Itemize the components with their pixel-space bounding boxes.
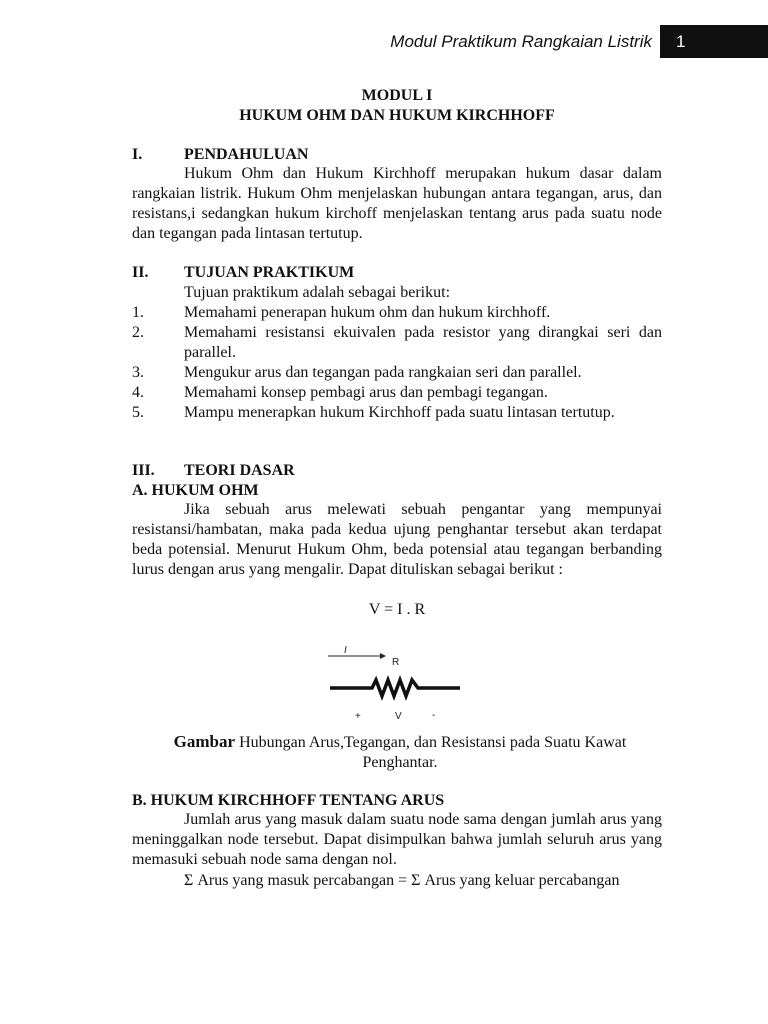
section-title-intro: PENDAHULUAN xyxy=(184,146,309,163)
goal-text: Mengukur arus dan tegangan pada rangkaian seri dan parallel. xyxy=(184,364,582,381)
resistor-label: R xyxy=(392,657,400,668)
plus-terminal-label: + xyxy=(355,711,361,722)
goal-number: 5. xyxy=(132,404,144,421)
ohm-formula: V = I . R xyxy=(368,601,426,618)
intro-paragraph-text: Hukum Ohm dan Hukum Kirchhoff merupakan hukum dasar dalam rangkaian listrik. Hukum Ohm menjelaskan hubungan antara tegangan, arus, dan resistans,i sedangkan hukum kirchoff menjelaskan tentang arus pada suatu node dan tegangan pada lintasan tertutup. xyxy=(132,165,662,242)
kcl-paragraph-text: Jumlah arus yang masuk dalam suatu node sama dengan jumlah arus yang meninggalkan node tersebut. Dapat disimpulkan bahwa jumlah seluruh arus yang memasuki sebuah node sama dengan nol. xyxy=(132,811,662,868)
caption-text: Hubungan Arus,Tegangan, dan Resistansi pada Suatu Kawat Penghantar. xyxy=(235,734,627,771)
module-label: MODUL I xyxy=(361,87,433,104)
goal-text: Memahami resistansi ekuivalen pada resistor yang dirangkai seri dan parallel. xyxy=(184,324,662,361)
goal-text: Memahami penerapan hukum ohm dan hukum kirchhoff. xyxy=(184,304,551,321)
ohm-paragraph-text: Jika sebuah arus melewati sebuah pengantar yang mempunyai resistansi/hambatan, maka pada kedua ujung penghantar tersebut akan terdapat beda potensial. Menurut Hukum Ohm, beda potensial atau tegangan berbanding lurus dengan arus yang mengalir. Dapat dituliskan sebagai berikut : xyxy=(132,501,662,578)
page-number: 1 xyxy=(676,32,686,51)
section-title-goals: TUJUAN PRAKTIKUM xyxy=(184,264,355,281)
goals-lead: Tujuan praktikum adalah sebagai berikut: xyxy=(184,284,451,301)
resistor-symbol xyxy=(330,680,460,696)
section-number-theory: III. xyxy=(132,462,155,479)
subsection-title-kcl: B. HUKUM KIRCHHOFF TENTANG ARUS xyxy=(132,792,445,809)
current-arrow-head xyxy=(380,653,386,659)
goal-text: Memahami konsep pembagi arus dan pembagi tegangan. xyxy=(184,384,548,401)
goal-text: Mampu menerapkan hukum Kirchhoff pada suatu lintasan tertutup. xyxy=(184,404,615,421)
subsection-title-ohm: A. HUKUM OHM xyxy=(132,482,259,499)
running-header-title: Modul Praktikum Rangkaian Listrik xyxy=(390,32,652,51)
section-number-goals: II. xyxy=(132,264,149,281)
goal-number: 4. xyxy=(132,384,144,401)
goal-number: 2. xyxy=(132,324,144,341)
voltage-label: V xyxy=(395,711,402,722)
goal-number: 1. xyxy=(132,304,144,321)
resistor-diagram xyxy=(320,644,470,724)
goal-number: 3. xyxy=(132,364,144,381)
section-number-intro: I. xyxy=(132,146,143,163)
caption-label: Gambar xyxy=(173,732,236,751)
minus-terminal-label: - xyxy=(432,710,436,721)
section-title-theory: TEORI DASAR xyxy=(184,462,295,479)
module-title: HUKUM OHM DAN HUKUM KIRCHHOFF xyxy=(239,107,555,124)
kcl-paragraph xyxy=(132,810,662,870)
kcl-formula xyxy=(132,871,662,891)
kcl-formula-text: Σ Arus yang masuk percabangan = Σ Arus yang keluar percabangan xyxy=(184,872,620,889)
figure-caption xyxy=(140,732,660,773)
intro-paragraph xyxy=(132,164,662,244)
current-label: I xyxy=(344,645,347,656)
ohm-paragraph xyxy=(132,500,662,580)
